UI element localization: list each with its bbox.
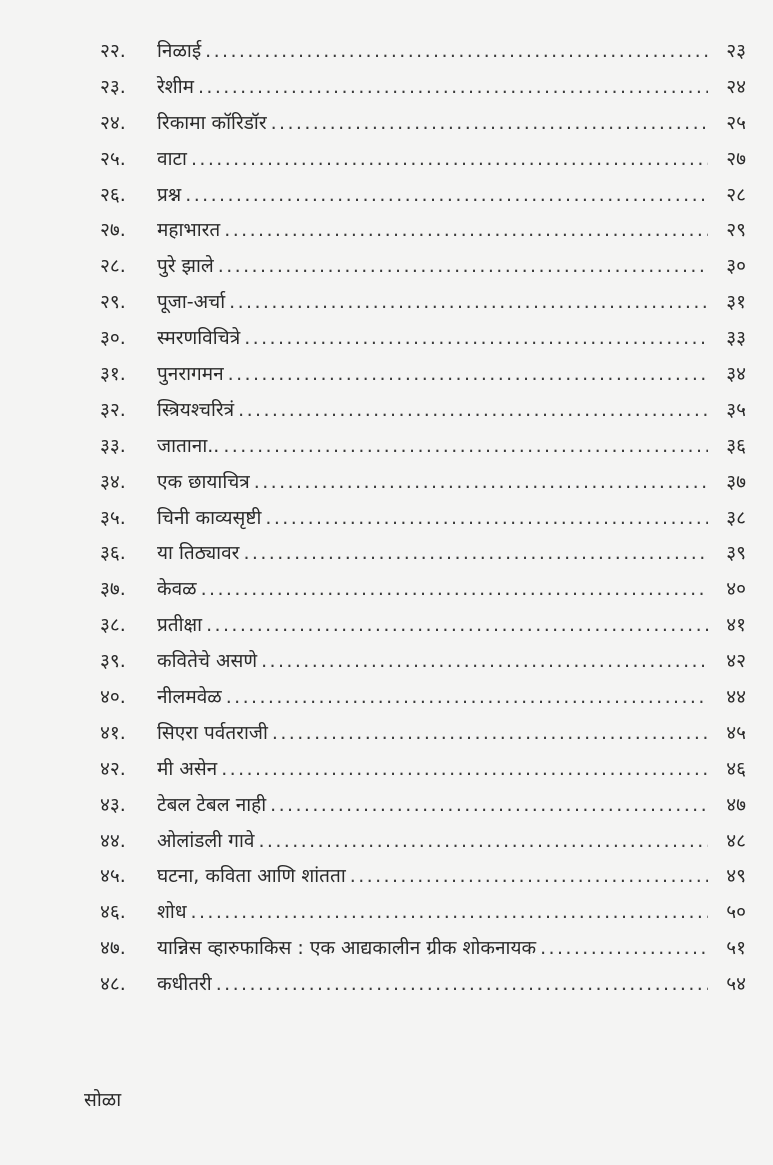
toc-entry: [100, 895, 746, 931]
entry-number: ३६.: [100, 542, 126, 565]
entry-title: मी असेन: [157, 757, 218, 780]
page-footer-label: सोळा: [84, 1089, 122, 1111]
toc-entry: [100, 213, 746, 249]
entry-title: पूजा-अर्चा: [157, 291, 226, 314]
entry-title: पुरे झाले: [157, 255, 214, 278]
entry-page-number: ४२: [726, 650, 746, 673]
entry-title: नीलमवेळ: [157, 686, 222, 709]
entry-page-number: ५१: [726, 937, 746, 960]
dot-leader: [258, 824, 708, 860]
entry-title: रेशीम: [157, 75, 194, 98]
entry-number: २७.: [100, 219, 126, 242]
entry-page-number: ३०: [726, 255, 746, 278]
dot-leader: [270, 788, 708, 824]
entry-number: ३०.: [100, 327, 126, 350]
entry-title: प्रतीक्षा: [157, 614, 203, 637]
entry-title: सिएरा पर्वतराजी: [157, 721, 268, 744]
dot-leader: [216, 967, 708, 1003]
dot-leader: [540, 931, 708, 967]
entry-title: कधीतरी: [157, 973, 212, 996]
dot-leader: [221, 752, 708, 788]
toc-entry: [100, 644, 746, 680]
entry-number: ४२.: [100, 757, 126, 780]
entry-title: टेबल टेबल नाही: [157, 793, 267, 816]
toc-entry: [100, 824, 746, 860]
entry-number: २४.: [100, 111, 126, 134]
entry-number: २२.: [100, 40, 126, 62]
entry-page-number: ४७: [726, 793, 746, 816]
entry-number: ३९.: [100, 650, 126, 673]
toc-entry: [100, 429, 746, 465]
entry-number: ३३.: [100, 434, 126, 457]
entry-title: पुनरागमन: [157, 363, 224, 386]
entry-number: २३.: [100, 75, 126, 98]
toc-entry: [100, 357, 746, 393]
toc-entry: [100, 34, 746, 70]
entry-title: ओलांडली गावे: [157, 829, 255, 852]
entry-number: २९.: [100, 291, 126, 314]
dot-leader: [223, 429, 708, 465]
entry-page-number: २५: [726, 111, 746, 134]
dot-leader: [350, 859, 708, 895]
dot-leader: [205, 34, 708, 70]
entry-page-number: ४०: [726, 578, 746, 601]
entry-page-number: ४१: [726, 614, 746, 637]
entry-page-number: २४: [726, 75, 746, 98]
toc-entry: [100, 572, 746, 608]
entry-title: रिकामा कॉरिडॉर: [157, 111, 267, 134]
entry-page-number: ३१: [726, 291, 746, 314]
entry-page-number: ४९: [726, 865, 746, 888]
entry-title: एक छायाचित्र: [157, 470, 250, 493]
entry-number: ४८.: [100, 973, 126, 996]
dot-leader: [198, 70, 708, 106]
dot-leader: [265, 501, 708, 537]
entry-page-number: ३४: [726, 363, 746, 386]
entry-title: केवळ: [157, 578, 197, 601]
entry-number: ३७.: [100, 578, 126, 601]
toc-entry: [100, 716, 746, 752]
entry-title: घटना, कविता आणि शांतता: [157, 865, 346, 888]
entry-page-number: ३८: [726, 506, 746, 529]
dot-leader: [224, 213, 708, 249]
toc-entry: [100, 859, 746, 895]
toc-entry: [100, 321, 746, 357]
entry-page-number: ४४: [726, 686, 746, 709]
entry-title: चिनी काव्यसृष्टी: [157, 506, 262, 529]
toc-entry: [100, 465, 746, 501]
entry-title: या तिठ्यावर: [157, 542, 240, 565]
dot-leader: [254, 465, 708, 501]
toc-entry: [100, 788, 746, 824]
entry-number: २५.: [100, 147, 126, 170]
dot-leader: [261, 644, 708, 680]
entry-page-number: ४८: [726, 829, 746, 852]
dot-leader: [185, 178, 708, 214]
toc-entry: [100, 70, 746, 106]
dot-leader: [206, 608, 708, 644]
dot-leader: [201, 572, 708, 608]
entry-title: वाटा: [157, 147, 187, 170]
toc-entry: [100, 285, 746, 321]
entry-page-number: २९: [726, 219, 746, 242]
entry-title: शोध: [157, 901, 187, 924]
entry-title: निळाई: [157, 40, 202, 62]
toc-entry: [100, 680, 746, 716]
entry-title: स्त्रियश्चरित्रं: [157, 398, 235, 421]
entry-title: महाभारत: [157, 219, 221, 242]
dot-leader: [271, 106, 708, 142]
dot-leader: [272, 716, 708, 752]
dot-leader: [218, 249, 708, 285]
toc-entry: [100, 106, 746, 142]
entry-page-number: ४५: [726, 721, 746, 744]
entry-title: यान्निस व्हारुफाकिस : एक आद्यकालीन ग्रीक शोकनायक: [157, 937, 537, 960]
entry-page-number: ३६: [726, 434, 746, 457]
toc-entry: [100, 931, 746, 967]
entry-number: ४३.: [100, 793, 126, 816]
table-of-contents: [100, 34, 746, 1003]
toc-entry: [100, 967, 746, 1003]
entry-page-number: ५०: [726, 901, 746, 924]
dot-leader: [244, 321, 708, 357]
entry-page-number: ३९: [726, 542, 746, 565]
toc-entry: [100, 536, 746, 572]
toc-entry: [100, 752, 746, 788]
entry-page-number: २३: [726, 40, 746, 62]
entry-number: ३५.: [100, 506, 126, 529]
entry-number: ४७.: [100, 937, 126, 960]
entry-number: ४५.: [100, 865, 126, 888]
toc-entry: [100, 501, 746, 537]
toc-entry: [100, 249, 746, 285]
entry-number: ३१.: [100, 363, 126, 386]
entry-number: २६.: [100, 183, 126, 206]
entry-page-number: ५४: [726, 973, 746, 996]
entry-number: ३८.: [100, 614, 126, 637]
entry-number: ४६.: [100, 901, 126, 924]
entry-number: ३२.: [100, 398, 126, 421]
entry-number: ३४.: [100, 470, 126, 493]
entry-title: प्रश्न: [157, 183, 182, 206]
entry-number: २८.: [100, 255, 126, 278]
dot-leader: [238, 393, 708, 429]
entry-number: ४४.: [100, 829, 126, 852]
dot-leader: [229, 285, 708, 321]
entry-title: कवितेचे असणे: [157, 650, 258, 673]
entry-title: स्मरणविचित्रे: [157, 327, 241, 350]
entry-number: ४०.: [100, 686, 126, 709]
dot-leader: [191, 142, 708, 178]
entry-page-number: ४६: [726, 757, 746, 780]
entry-number: ४१.: [100, 721, 126, 744]
toc-entry: [100, 393, 746, 429]
entry-page-number: २७: [726, 147, 746, 170]
entry-page-number: ३५: [726, 398, 746, 421]
toc-entry: [100, 142, 746, 178]
toc-entry: [100, 608, 746, 644]
entry-page-number: २८: [726, 183, 746, 206]
dot-leader: [243, 536, 708, 572]
entry-page-number: ३७: [726, 470, 746, 493]
entry-title: जाताना..: [157, 434, 220, 457]
entry-page-number: ३३: [726, 327, 746, 350]
dot-leader: [191, 895, 708, 931]
dot-leader: [228, 357, 708, 393]
dot-leader: [226, 680, 708, 716]
toc-entry: [100, 178, 746, 214]
